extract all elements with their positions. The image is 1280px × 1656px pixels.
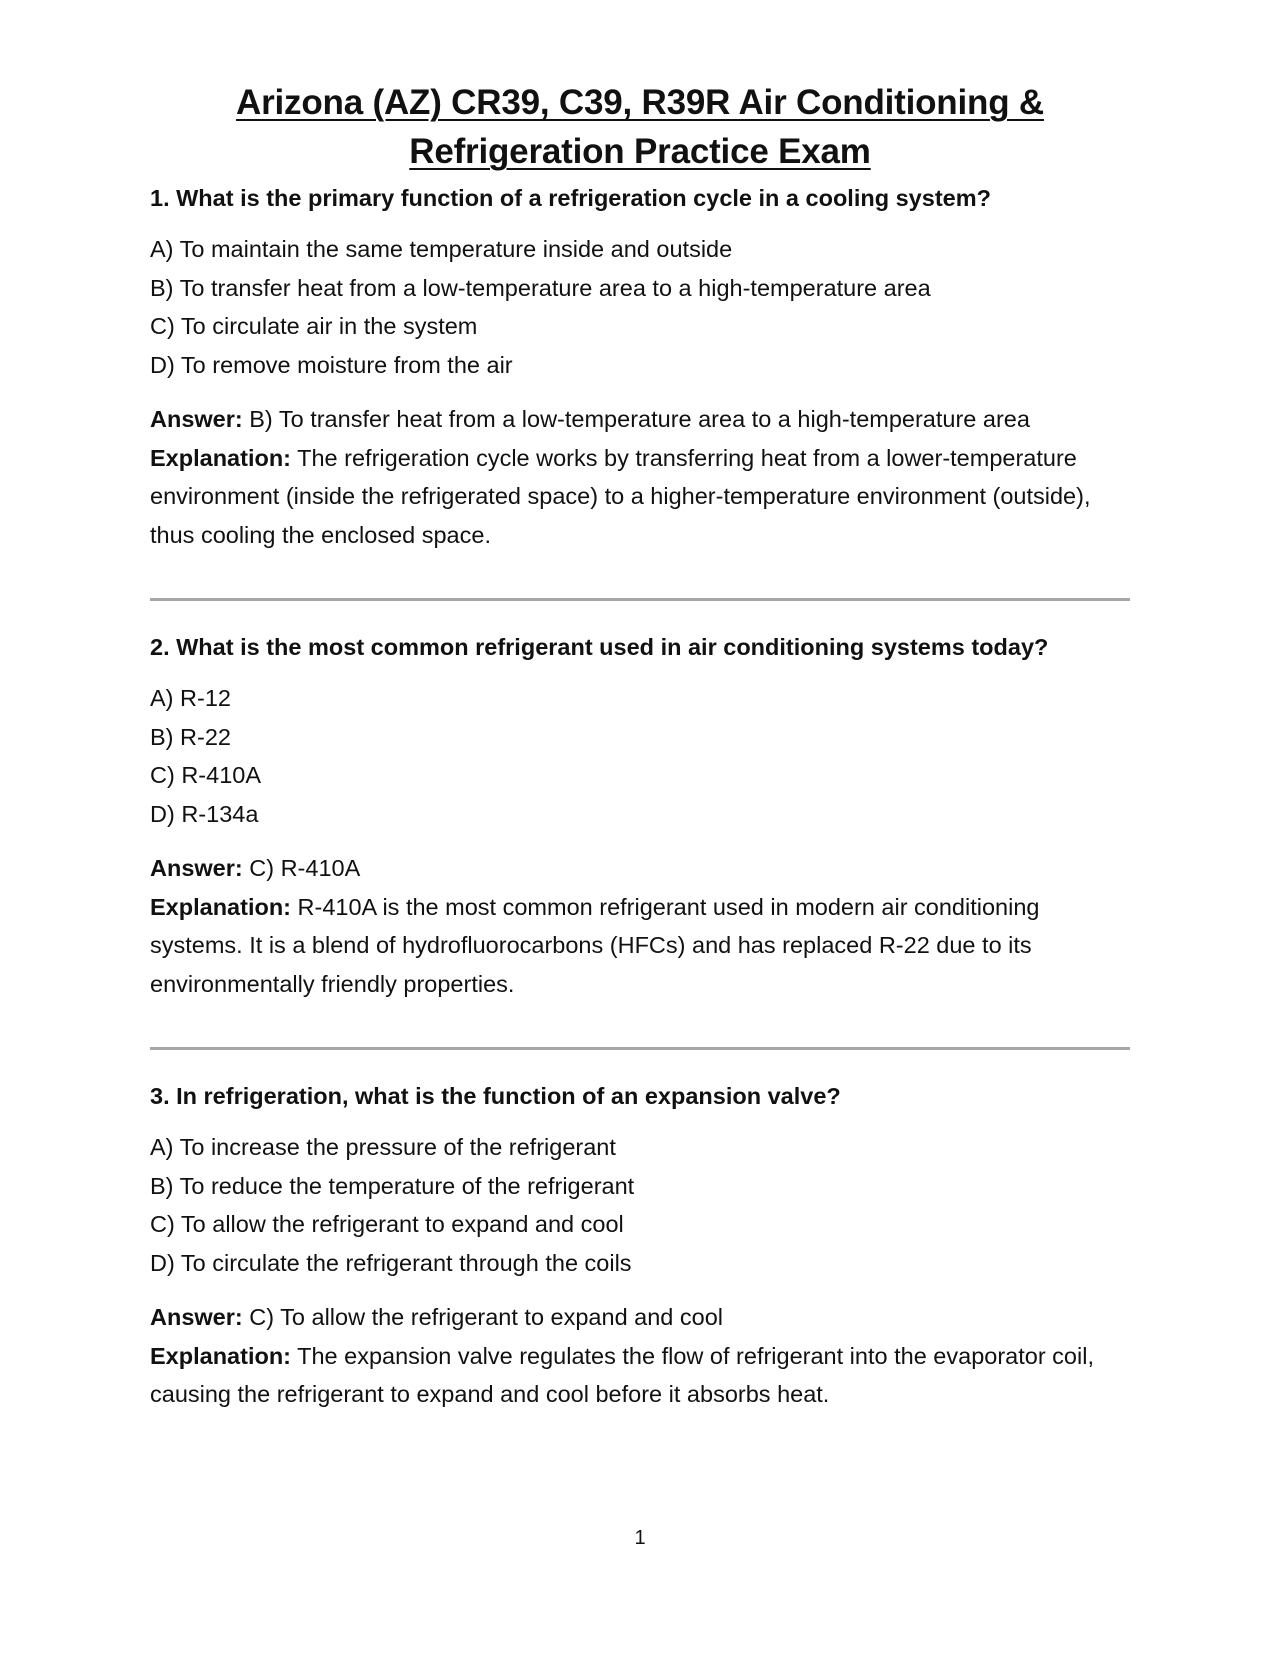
option-list — [150, 1128, 1130, 1282]
option-a: A) To increase the pressure of the refrigerant — [150, 1134, 616, 1160]
answer-block — [150, 400, 1130, 554]
answer-line — [150, 400, 1130, 439]
section-divider — [150, 598, 1130, 601]
question-block-1 — [150, 182, 1130, 554]
option-b: B) To transfer heat from a low-temperature area to a high-temperature area — [150, 274, 931, 301]
question-text: 3. In refrigeration, what is the function of an expansion valve? — [150, 1083, 841, 1109]
answer-label: Answer: — [150, 1304, 243, 1330]
option-a: A) R-12 — [150, 685, 231, 711]
option-b: B) R-22 — [150, 723, 231, 750]
option-d: D) R-134a — [150, 800, 259, 827]
page-title-line-1: Arizona (AZ) CR39, C39, R39R Air Conditioning & — [236, 83, 1044, 122]
page-number: 1 — [634, 1527, 646, 1549]
option-c: C) To circulate air in the system — [150, 313, 478, 339]
explanation-text: R-410A is the most common refrigerant used in modern air conditioning systems. It is a blend of hydrofluorocarbons (HFCs) and has replaced R-22 due to its environmentally friendly properties. — [150, 893, 1040, 997]
answer-block — [150, 849, 1130, 1003]
answer-label: Answer: — [150, 855, 243, 881]
option-b: B) To reduce the temperature of the refrigerant — [150, 1172, 635, 1199]
option-c: C) To allow the refrigerant to expand and cool — [150, 1211, 624, 1237]
answer-label: Answer: — [150, 406, 243, 432]
option-a: A) To maintain the same temperature inside and outside — [150, 236, 733, 262]
option-c: C) R-410A — [150, 762, 262, 788]
question-text: 2. What is the most common refrigerant used in air conditioning systems today? — [150, 634, 1049, 660]
answer-block — [150, 1298, 1130, 1414]
option-list — [150, 679, 1130, 833]
question-block-3 — [150, 1080, 1130, 1414]
page-title — [150, 78, 1130, 176]
document-page — [150, 78, 1130, 1414]
explanation-label: Explanation: — [150, 893, 292, 920]
explanation-text: The refrigeration cycle works by transferring heat from a lower-temperature environment (inside the refrigerated space) to a higher-temperature environment (outside), thus cooling the enclosed space. — [150, 444, 1091, 548]
explanation-text: The expansion valve regulates the flow of refrigerant into the evaporator coil, causing the refrigerant to expand and cool before it absorbs heat. — [150, 1342, 1094, 1407]
explanation-line — [150, 888, 1130, 1004]
question-block-2 — [150, 631, 1130, 1003]
explanation-line — [150, 1337, 1130, 1414]
option-d: D) To remove moisture from the air — [150, 351, 513, 378]
answer-text: B) To transfer heat from a low-temperature area to a high-temperature area — [249, 406, 1030, 432]
explanation-label: Explanation: — [150, 444, 292, 471]
answer-text: C) R-410A — [249, 855, 361, 881]
question-text: 1. What is the primary function of a refrigeration cycle in a cooling system? — [150, 185, 991, 211]
explanation-line — [150, 439, 1130, 555]
answer-text: C) To allow the refrigerant to expand and cool — [249, 1304, 724, 1330]
option-d: D) To circulate the refrigerant through the coils — [150, 1249, 632, 1276]
section-divider — [150, 1047, 1130, 1050]
answer-line — [150, 1298, 1130, 1337]
explanation-label: Explanation: — [150, 1342, 292, 1369]
option-list — [150, 230, 1130, 384]
answer-line — [150, 849, 1130, 888]
page-title-line-2: Refrigeration Practice Exam — [409, 132, 871, 171]
